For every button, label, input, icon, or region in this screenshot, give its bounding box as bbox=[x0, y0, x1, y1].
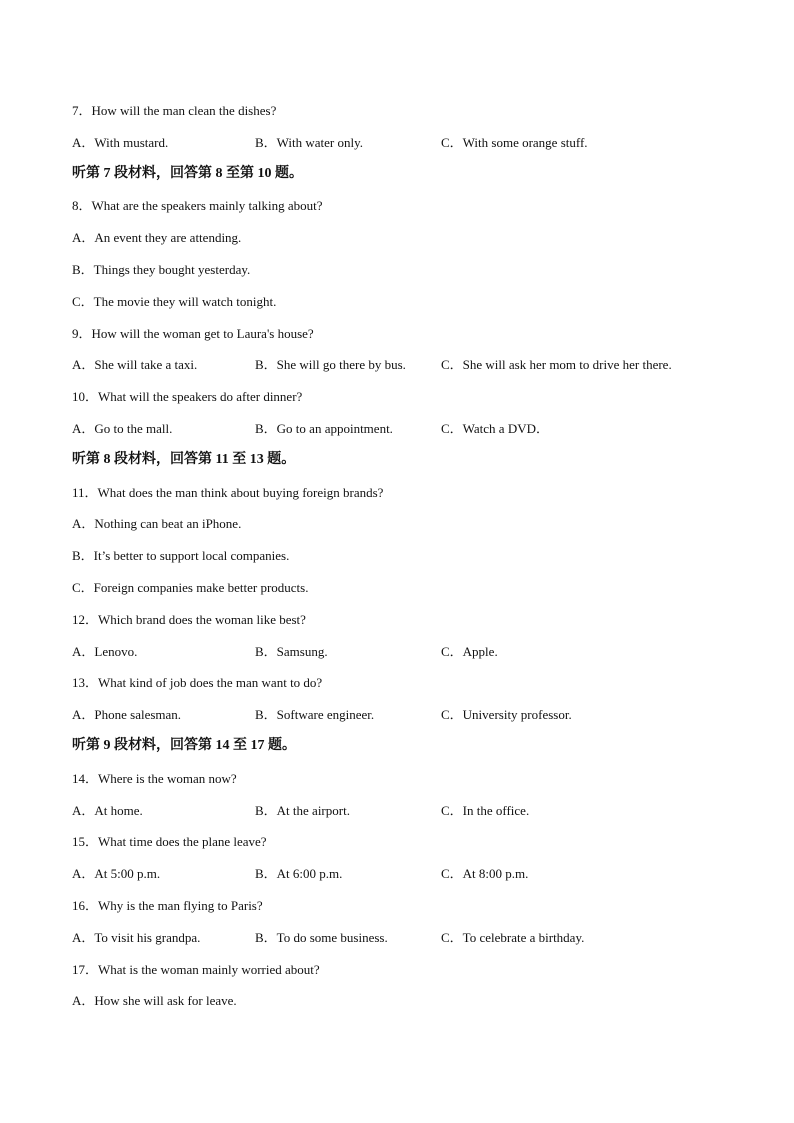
question-line: 9．How will the woman get to Laura's house? bbox=[72, 326, 314, 341]
question-line: C．Foreign companies make better products. bbox=[72, 580, 309, 595]
question-line: A．An event they are attending. bbox=[72, 230, 242, 245]
answer-option: C．To celebrate a birthday. bbox=[441, 930, 585, 945]
section-heading: 听第 9 段材料，回答第 14 至 17 题。 bbox=[72, 738, 296, 753]
question-line: A．Nothing can beat an iPhone. bbox=[72, 516, 242, 531]
answer-option: B．At the airport. bbox=[255, 803, 350, 818]
answer-option: B．To do some business. bbox=[255, 930, 388, 945]
question-line: B．It’s better to support local companies. bbox=[72, 548, 290, 563]
answer-option: C．With some orange stuff. bbox=[441, 135, 588, 150]
question-line: 14．Where is the woman now? bbox=[72, 771, 237, 786]
question-line: 13．What kind of job does the man want to do? bbox=[72, 675, 323, 690]
answer-option: A．At home. bbox=[72, 803, 143, 818]
answer-option: C．Watch a DVD． bbox=[441, 421, 549, 436]
answer-option: A．Lenovo. bbox=[72, 644, 138, 659]
answer-option: B．With water only. bbox=[255, 135, 364, 150]
answer-option: A．She will take a taxi. bbox=[72, 357, 198, 372]
question-line: 7．How will the man clean the dishes? bbox=[72, 103, 277, 118]
answer-option: C．She will ask her mom to drive her there. bbox=[441, 357, 672, 372]
question-line: 11．What does the man think about buying foreign brands? bbox=[72, 485, 384, 500]
answer-option: C．University professor. bbox=[441, 707, 572, 722]
answer-option: A．Go to the mall. bbox=[72, 421, 173, 436]
answer-option: B．At 6:00 p.m. bbox=[255, 866, 343, 881]
answer-option: A．To visit his grandpa. bbox=[72, 930, 201, 945]
question-line: 16．Why is the man flying to Paris? bbox=[72, 898, 263, 913]
question-line: 8．What are the speakers mainly talking about? bbox=[72, 198, 323, 213]
answer-option: B．She will go there by bus. bbox=[255, 357, 406, 372]
question-line: 17．What is the woman mainly worried about? bbox=[72, 962, 320, 977]
answer-option: C．In the office. bbox=[441, 803, 530, 818]
question-line: 15．What time does the plane leave? bbox=[72, 834, 267, 849]
answer-option: B．Software engineer. bbox=[255, 707, 375, 722]
section-heading: 听第 8 段材料，回答第 11 至 13 题。 bbox=[72, 452, 296, 467]
question-line: 12．Which brand does the woman like best? bbox=[72, 612, 306, 627]
question-line: A．How she will ask for leave. bbox=[72, 993, 237, 1008]
answer-option: A．Phone salesman. bbox=[72, 707, 182, 722]
question-line: C．The movie they will watch tonight. bbox=[72, 294, 277, 309]
answer-option: C．At 8:00 p.m. bbox=[441, 866, 529, 881]
question-line: 10．What will the speakers do after dinner? bbox=[72, 389, 303, 404]
answer-option: C．Apple. bbox=[441, 644, 498, 659]
question-line: B．Things they bought yesterday. bbox=[72, 262, 251, 277]
section-heading: 听第 7 段材料，回答第 8 至第 10 题。 bbox=[72, 166, 303, 181]
answer-option: B．Go to an appointment. bbox=[255, 421, 393, 436]
answer-option: B．Samsung. bbox=[255, 644, 328, 659]
answer-option: A．With mustard. bbox=[72, 135, 169, 150]
answer-option: A．At 5:00 p.m. bbox=[72, 866, 161, 881]
